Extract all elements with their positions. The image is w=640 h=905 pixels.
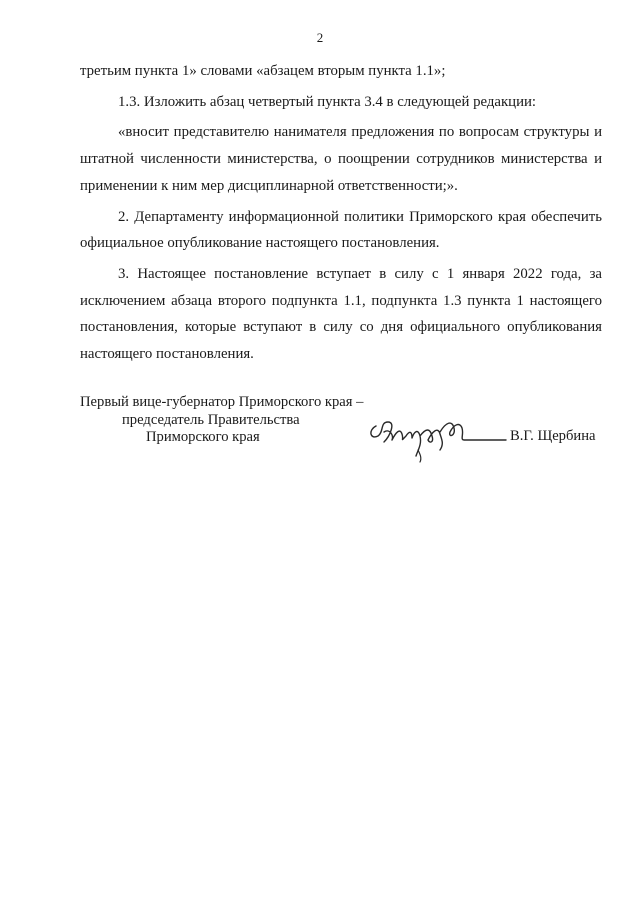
paragraph-continuation: третьим пункта 1» словами «абзацем вторым пункта 1.1»; — [80, 63, 446, 79]
signatory-title-line-3: Приморского края — [146, 429, 260, 445]
page-number: 2 — [316, 30, 324, 45]
document-body — [80, 58, 602, 368]
signatory-title-line-2: председатель Правительства — [122, 411, 300, 428]
signatory-title-line-1: Первый вице-губернатор Приморского края – — [80, 394, 364, 410]
paragraph-quote: «вносит представителю нанимателя предложения по вопросам структуры и штатной численности министерства, о поощрении сотрудников министерства и применении к ним мер дисциплинарной ответственности;». — [80, 124, 602, 194]
handwritten-signature — [360, 410, 510, 466]
signatory-name: В.Г. Щербина — [510, 428, 596, 444]
paragraph-2: 2. Департаменту информационной политики Приморского края обеспечить официальное опубликование настоящего постановления. — [80, 208, 602, 252]
paragraph-1-3: 1.3. Изложить абзац четвертый пункта 3.4 в следующей редакции: — [118, 93, 537, 110]
signatory-title — [80, 394, 380, 447]
paragraph-3: 3. Настоящее постановление вступает в силу с 1 января 2022 года, за исключением абзаца второго подпункта 1.1, подпункта 1.3 пункта 1 настоящего постановления, которые вступают в силу со дня официального опубликования настоящего постановления. — [80, 265, 602, 363]
